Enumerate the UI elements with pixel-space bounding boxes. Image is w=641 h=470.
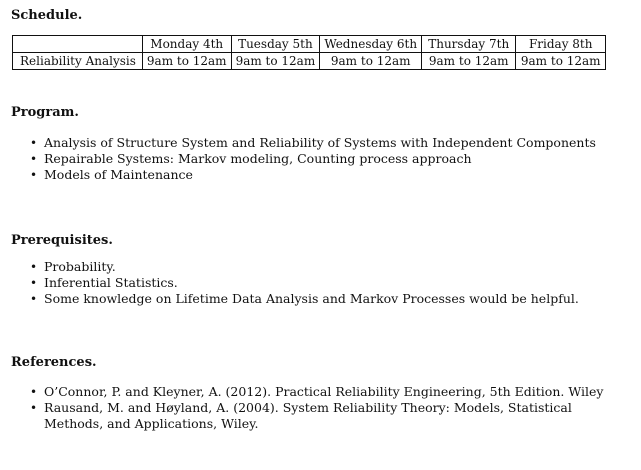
schedule-day-header: Friday 8th [516,36,606,53]
list-item [30,384,614,400]
list-item [30,259,579,275]
bullet-icon: • [30,276,38,290]
references-heading: References. [11,355,97,370]
list-item-text: Models of Maintenance [44,167,193,182]
bullet-icon: • [30,385,38,399]
schedule-day-header: Monday 4th [142,36,231,53]
bullet-icon: • [30,401,38,415]
schedule-heading: Schedule. [11,8,83,23]
bullet-icon: • [30,152,38,166]
schedule-row [13,53,606,70]
list-item-text: Rausand, M. and Høyland, A. (2004). System Reliability Theory: Models, Statistical Methods, and Applications, Wiley. [44,400,572,431]
schedule-time-cell: 9am to 12am [231,53,320,70]
bullet-icon: • [30,168,38,182]
schedule-time-cell: 9am to 12am [516,53,606,70]
schedule-table [12,35,606,70]
schedule-time-cell: 9am to 12am [142,53,231,70]
schedule-time-cell: 9am to 12am [320,53,422,70]
schedule-header-row [13,36,606,53]
list-item-text: Some knowledge on Lifetime Data Analysis and Markov Processes would be helpful. [44,291,579,306]
prerequisites-list [30,259,579,307]
references-list [30,384,614,432]
schedule-day-header: Wednesday 6th [320,36,422,53]
schedule-day-header: Thursday 7th [422,36,516,53]
list-item-text: O’Connor, P. and Kleyner, A. (2012). Practical Reliability Engineering, 5th Edition. Wiley [44,384,604,399]
bullet-icon: • [30,292,38,306]
list-item [30,291,579,307]
schedule-corner-cell [13,36,143,53]
list-item [30,400,614,432]
list-item [30,167,596,183]
program-heading: Program. [11,105,79,120]
bullet-icon: • [30,260,38,274]
list-item [30,275,579,291]
bullet-icon: • [30,136,38,150]
schedule-course-label: Reliability Analysis [13,53,143,70]
program-list [30,135,596,183]
schedule-day-header: Tuesday 5th [231,36,320,53]
list-item [30,135,596,151]
schedule-time-cell: 9am to 12am [422,53,516,70]
list-item [30,151,596,167]
list-item-text: Analysis of Structure System and Reliability of Systems with Independent Components [44,135,596,150]
prerequisites-heading: Prerequisites. [11,233,113,248]
list-item-text: Probability. [44,259,116,274]
list-item-text: Repairable Systems: Markov modeling, Counting process approach [44,151,472,166]
list-item-text: Inferential Statistics. [44,275,178,290]
